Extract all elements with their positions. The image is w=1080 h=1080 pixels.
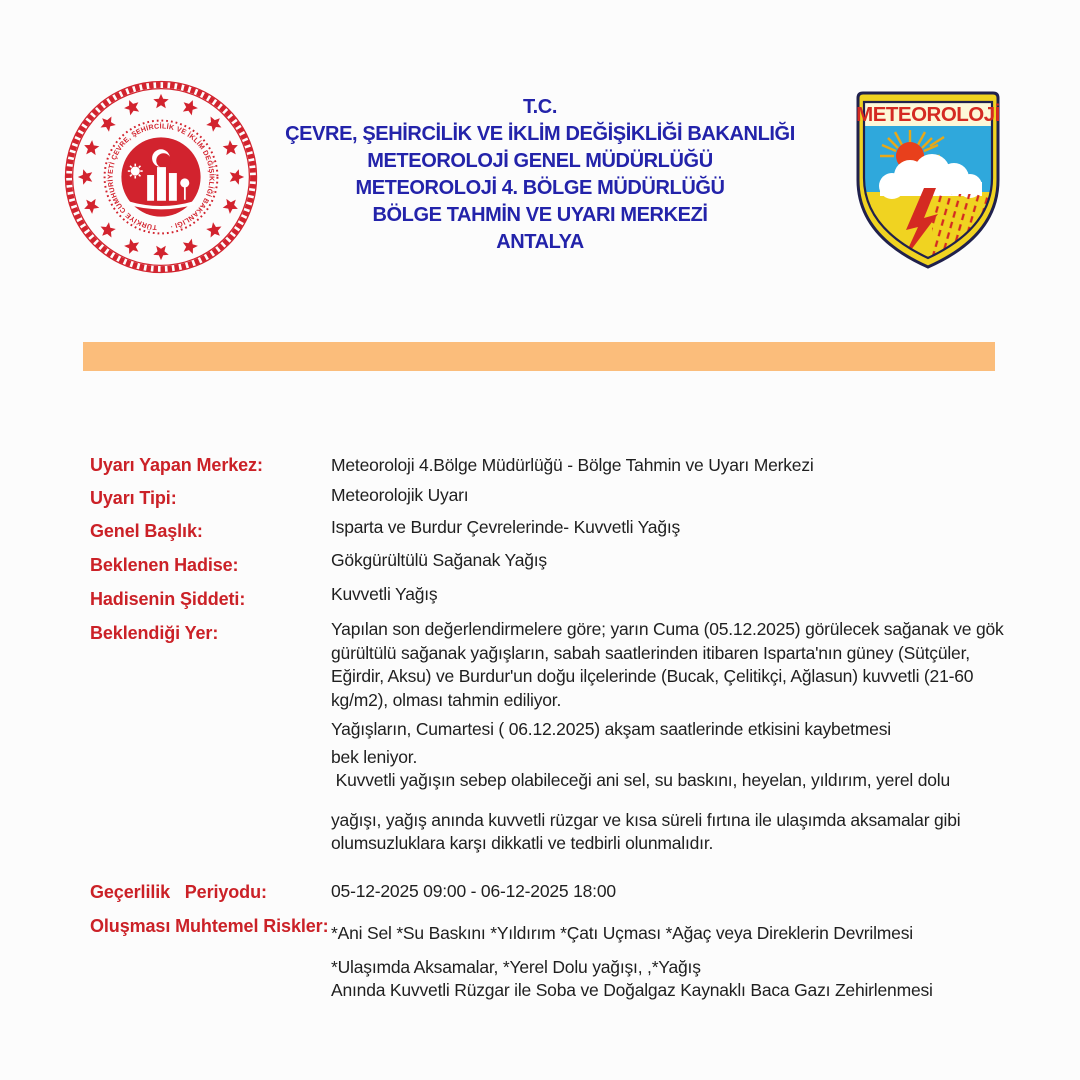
expected-place-paragraph-1: Yapılan son değerlendirmelere göre; yarın Cuma (05.12.2025) görülecek sağanak ve gök gürültülü sağanak yağışların, sabah saatlerinden itibaren Isparta'nın güney (Sütçüler, Eğirdir, Aksu) ve Burdur'un doğu ilçelerinde (Bucak, Çelitikçi, Ağlasun) kuvvetli (21-60 kg/m2), olması tahmin ediliyor.: [331, 619, 1009, 710]
expected-place-paragraph-4: Kuvvetli yağışın sebep olabileceği ani sel, su baskını, heyelan, yıldırım, yerel dolu: [331, 770, 950, 790]
header-line-city: ANTALYA: [496, 231, 584, 253]
value-possible-risks: [331, 922, 1009, 1003]
value-general-title: Isparta ve Burdur Çevrelerinde- Kuvvetli Yağış: [331, 517, 681, 537]
expected-place-paragraph-3: bek leniyor.: [331, 746, 418, 767]
header-line-tc: T.C.: [523, 96, 557, 118]
label-event-severity: Hadisenin Şiddeti:: [90, 589, 246, 609]
risk-line-3: Anında Kuvvetli Rüzgar ile Soba ve Doğalgaz Kaynaklı Baca Gazı Zehirlenmesi: [331, 980, 933, 1000]
shield-label: METEOROLOJİ: [856, 103, 1000, 126]
label-expected-event: Beklenen Hadise:: [90, 555, 239, 575]
meteorology-shield-icon: [848, 88, 1008, 272]
institution-header: [255, 94, 825, 256]
value-expected-event: Gökgürültülü Sağanak Yağış: [331, 550, 547, 570]
label-expected-place: Beklendiği Yer:: [90, 623, 219, 643]
label-possible-risks: Oluşması Muhtemel Riskler:: [90, 916, 329, 936]
label-warning-center: Uyarı Yapan Merkez:: [90, 455, 263, 475]
header-line-forecast-center: BÖLGE TAHMİN VE UYARI MERKEZİ: [372, 204, 708, 226]
seal-sun-gear-icon: [128, 164, 143, 179]
label-warning-type: Uyarı Tipi:: [90, 488, 177, 508]
expected-place-paragraph-2: Yağışların, Cumartesi ( 06.12.2025) akşam saatlerinde etkisini kaybetmesi: [331, 719, 891, 739]
risk-line-2: *Ulaşımda Aksamalar, *Yerel Dolu yağışı, ,*Yağış: [331, 956, 701, 977]
header-line-regional-directorate: METEOROLOJİ 4. BÖLGE MÜDÜRLÜĞÜ: [355, 177, 725, 199]
ministry-seal-icon: [62, 78, 260, 276]
value-expected-place: [331, 618, 1009, 856]
header-line-general-directorate: METEOROLOJİ GENEL MÜDÜRLÜĞÜ: [367, 150, 713, 172]
value-validity-period: 05-12-2025 09:00 - 06-12-2025 18:00: [331, 881, 616, 901]
risk-line-1: *Ani Sel *Su Baskını *Yıldırım *Çatı Uçması *Ağaç veya Direklerin Devrilmesi: [331, 923, 913, 943]
label-validity-period: Geçerlilik Periyodu:: [90, 882, 267, 902]
value-event-severity: Kuvvetli Yağış: [331, 584, 438, 604]
seal-ring-text: TÜRKİYE CUMHURİYETİ ÇEVRE, ŞEHİRCİLİK VE İKLİM DEĞİŞİKLİĞİ BAKANLIĞI ·: [107, 123, 215, 231]
expected-place-paragraph-5: yağışı, yağış anında kuvvetli rüzgar ve kısa süreli fırtına ile ulaşımda aksamalar gibi olumsuzluklara karşı dikkatli ve tedbirli olunmalıdır.: [331, 809, 966, 853]
value-warning-type: Meteorolojik Uyarı: [331, 485, 469, 505]
header-line-ministry: ÇEVRE, ŞEHİRCİLİK VE İKLİM DEĞİŞİKLİĞİ BAKANLIĞI: [285, 123, 795, 145]
orange-divider-bar: [83, 342, 995, 371]
value-warning-center: Meteoroloji 4.Bölge Müdürlüğü - Bölge Tahmin ve Uyarı Merkezi: [331, 455, 814, 475]
label-general-title: Genel Başlık:: [90, 521, 203, 541]
